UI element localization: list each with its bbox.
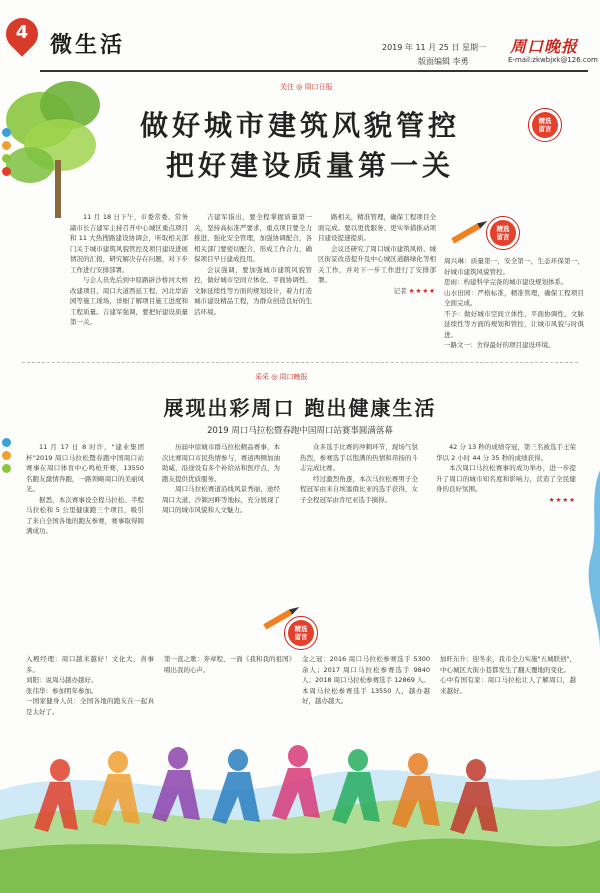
- byline-stars: ★★★★: [408, 286, 436, 295]
- article2-byline: [436, 495, 576, 506]
- paragraph: 本次周口马拉松赛事的成功举办，进一步提升了周口的城市知名度和影响力，营造了全民健身的良好氛围。: [436, 464, 576, 493]
- paragraph: 据悉，本次赛事设全程马拉松、半程马拉松和 5 公里健康跑三个项目，吸引了来自全国各地的跑友参赛，赛事取得圆满成功。: [26, 495, 144, 535]
- comments-badge-2: [284, 616, 318, 650]
- paragraph: 周口马拉松赛道沿线风景秀丽，途经周口大道、沙颍河畔等地标，充分展现了周口的城市风貌和人文魅力。: [162, 485, 280, 514]
- page-number: 4: [15, 22, 29, 43]
- article2-kicker: 采采 ◎ 周口晚报: [255, 373, 308, 381]
- comment-item: 加旺东升：迎冬来，我市全力实施"五城联创"，中心城区大街小巷都发生了翻天覆地的变化。: [440, 655, 576, 674]
- paragraph: 11 月 17 日 8 时许，"建业集团杯"2019 周口马拉松暨春跑中国周口站赛事在周口体育中心鸣枪开赛，13550 名跑友激情奔跑，一路领略周口的美丽风光。: [26, 443, 144, 493]
- article1-kicker: 关注 ◎ 周口日报: [280, 83, 333, 91]
- runners-illustration-icon: [0, 700, 600, 893]
- byline-text: 记者: [393, 286, 409, 295]
- pencil-icon: [450, 217, 490, 246]
- comment-item: 一路文一：舍得最好的项目建设环境。: [444, 341, 555, 349]
- comment-item: 一国家健身人员：全国各地的跑友在一起真是太好了。: [26, 697, 154, 716]
- comment-item: 张伟华：参加明年参加。: [26, 686, 98, 695]
- decorative-wave-icon: [586, 470, 600, 650]
- article1-title-line1: 做好城市建筑风貌管控: [139, 109, 460, 142]
- comment-item: 周兴琳：质量第一，安全第一，生态环保第一，好城市建筑风貌管控。: [444, 257, 584, 276]
- header-divider: [40, 70, 588, 72]
- article2-title: 展现出彩周口 跑出健康生活: [163, 396, 437, 420]
- article2-subtitle: 2019 周口马拉松暨春跑中国周口站赛事圆满落幕: [207, 426, 393, 436]
- editor-line: 版面编辑 李勇: [418, 57, 469, 66]
- paragraph: 路相关，精准管理，确保工程项目全面完成。要以更优服务、更实举措推动项目建设提速提质。: [318, 213, 436, 242]
- comment-item: 山水田园：严格标准，精准管理，确保工程项目全面完成。: [444, 288, 584, 307]
- decorative-dots-bottom: [2, 438, 18, 477]
- masthead-logo: 周口晚报: [510, 37, 579, 56]
- comment-item: 心中有国有家：周口马拉松让人了解周口，越来越好。: [440, 676, 576, 695]
- section-divider: [22, 362, 578, 363]
- paragraph: 11 月 18 日下午，市委常委、常务副市长吉建军主持召开中心城区重点项目和 11 大热搜路建设协调会，听取相关部门关于城市建筑风貌管控及项目建设进展情况的汇报，研究解决存在问题，对下步工作进行安排部署。: [70, 213, 188, 274]
- comments-badge-label: 精选 留言: [532, 112, 558, 138]
- comments-badge-label: 精选 留言: [288, 620, 314, 646]
- email-line: E-mail:zkwbjxk@126.com: [508, 56, 598, 64]
- article1-column-2: [194, 212, 312, 352]
- comments-badge-1: [486, 216, 520, 250]
- article1-byline: [318, 286, 436, 297]
- date-line: 2019 年 11 月 25 日 星期一: [382, 43, 486, 52]
- paragraph: 与会人员先后到中原路辟沙桥河大桥改建项目、周口大道西延工程、河北岸游园等施工现场，详细了解项目施工进度和工程质量。吉建军强调，要把好建设质量第一关。: [70, 276, 188, 326]
- page-number-badge: [6, 18, 38, 58]
- article2-column-1: [26, 442, 144, 602]
- article1-comments: [444, 256, 584, 356]
- article2-column-3: [300, 442, 418, 602]
- article1-title-line2: 把好建设质量第一关: [165, 149, 454, 182]
- byline-stars: ★★★★: [548, 495, 576, 504]
- article2-column-4: [436, 442, 576, 602]
- comment-item: 金之冠：2016 周口马拉松参赛选手 5300 余人；2017 周口马拉松参赛选手 9840 人；2018 周口马拉松参赛选手 12869 人。: [302, 655, 430, 684]
- article1-column-3: [318, 212, 436, 352]
- paragraph: 历届中原城市群马拉松精品赛事，本次比赛周口市民热情参与，赛道两侧加油助威，沿途设有多个补给站和医疗点，为跑友提供优质服务。: [162, 443, 280, 483]
- comment-item: 本周马拉松参赛选手 13550 人，越办越好，越办越大。: [302, 686, 430, 705]
- comments-badge-label: 精选 留言: [490, 220, 516, 246]
- comments-badge: [528, 108, 562, 142]
- paragraph: 会议强调，要加强城市建筑风貌管控，做好城市空间立体化、平面协调性、文脉延续性等方面的规划设计，着力打造城市建设精品工程，为群众创造良好的生活环境。: [194, 265, 312, 316]
- section-name: 微生活: [50, 33, 126, 58]
- paragraph: 吉建军指出，要全程掌握质量第一关，坚持高标准严要求，重点项目要全力推进，强化安全管理，加强协调配合，各相关部门要密切配合，形成工作合力，确保项目早日建成投用。: [194, 213, 312, 263]
- paragraph: 42 分 13 秒的成绩夺冠，第三名被选手王荣华以 2 小时 44 分 35 秒的成绩获得。: [436, 443, 576, 462]
- comment-item: 刘阳：说周马越办越好。: [26, 676, 98, 684]
- paragraph: 会议还研究了周口城市建筑风格、城区街景改造提升及中心城区道路绿化等相关工作，并对下一步工作进行了安排部署。: [318, 244, 436, 284]
- paragraph: 众多选手比赛的冲刺环节，现场气氛热烈，参赛选手以饱满的热情和昂扬的斗志完成比赛。: [300, 443, 418, 472]
- paragraph: 经过激烈角逐，本次马拉松赛男子全程冠军由来自埃塞俄比亚的选手获得，女子全程冠军由肯尼亚选手摘得。: [300, 474, 418, 504]
- article1-column-1: [70, 212, 188, 352]
- comment-item: 不予：做好城市空间立体性、平面协调性、文脉延续性等方面的规划和管控，让城市风貌与时俱进。: [444, 309, 584, 339]
- article2-column-2: [162, 442, 280, 602]
- comment-item: 入殿经理：周口越来越好！文化大，喜事多。: [26, 655, 154, 674]
- comment-item: 第一直之歌：奔章程，一面《我和我的祖国》唱出我的心声。: [164, 655, 292, 674]
- comment-item: 思雨：构建科学完备的城市建设规划体系。: [444, 278, 568, 286]
